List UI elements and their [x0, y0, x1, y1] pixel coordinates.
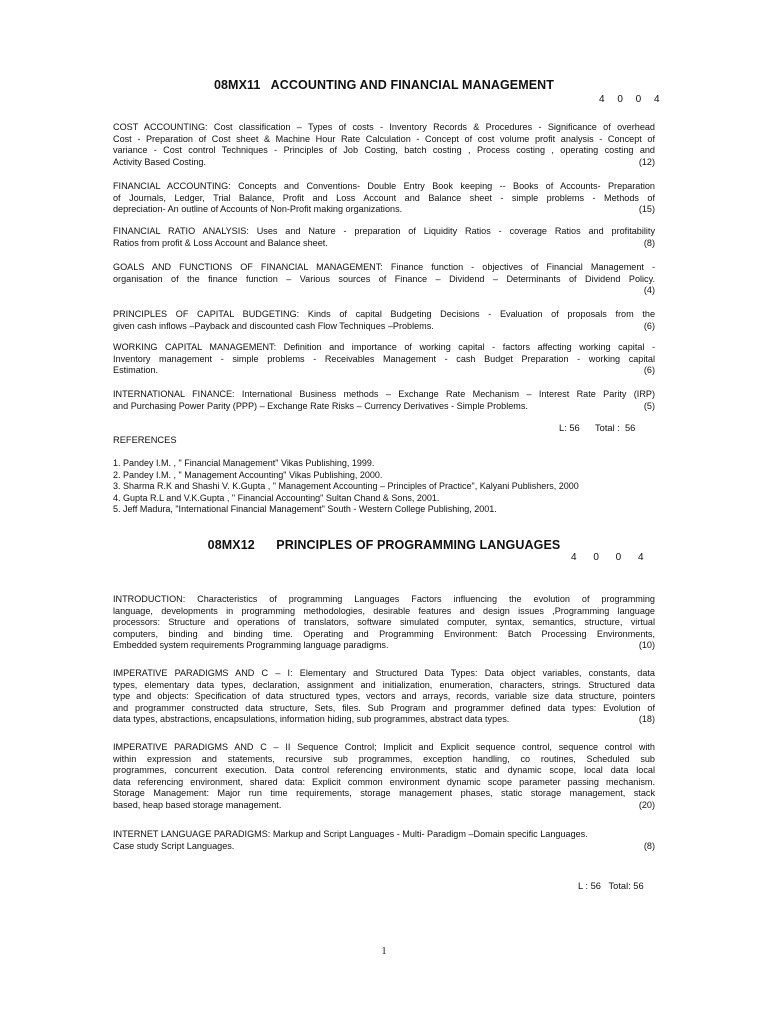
unit-line: data referencing environment, shared data: Explicit common environment dynamic scope parameter passing mechanism. [113, 776, 655, 787]
unit-line: data types, abstractions, encapsulations, information hiding, sub programmes, abstract data types. [113, 714, 510, 725]
unit-line: given cash inflows –Payback and discounted cash Flow Techniques –Problems. [113, 320, 434, 331]
unit-line: INTRODUCTION: Characteristics of programming Languages Factors influencing the evolution of programming [113, 594, 655, 604]
course1-credits: 4 0 0 4 [599, 94, 660, 105]
unit-line: INTERNATIONAL FINANCE: International Business methods – Exchange Rate Mechanism – Interest Rate Parity (IRP) [113, 389, 655, 399]
unit-line: of Journals, Ledger, Trial Balance, Profit and Loss Account and Balance sheet - simple problems - Methods of [113, 192, 655, 203]
course1-unit-goals-functions [113, 262, 655, 297]
unit-line: within expression and statements, recursive sub programmes, exception handling, co routines, Scheduled sub [113, 753, 655, 764]
course2-unit-introduction [113, 594, 655, 652]
unit-hours: (10) [638, 640, 655, 651]
unit-line: WORKING CAPITAL MANAGEMENT: Definition and importance of working capital - factors affecting working capital - [113, 342, 655, 352]
course1-unit-financial-accounting [113, 181, 655, 216]
course1-unit-cost-accounting [113, 122, 655, 168]
course1-title: 08MX11 ACCOUNTING AND FINANCIAL MANAGEMENT [213, 78, 555, 92]
unit-hours: (20) [638, 799, 655, 810]
course2-unit-internet-paradigms [113, 829, 655, 852]
course2-title: 08MX12 PRINCIPLES OF PROGRAMMING LANGUAGES [207, 538, 561, 552]
references-list [113, 458, 579, 516]
unit-line: and Purchasing Power Parity (PPP) – Exchange Rate Risks – Currency Derivatives - Simple Problems. [113, 400, 528, 411]
unit-line: IMPERATIVE PARADIGMS AND C – I: Elementary and Structured Data Types: Data object variables, constants, data [113, 668, 655, 678]
course2-unit-imperative-c2 [113, 742, 655, 812]
unit-line: variance - Cost control Techniques - Principles of Job Costing, batch costing , Process costing , operating costing and [113, 145, 655, 156]
unit-line: GOALS AND FUNCTIONS OF FINANCIAL MANAGEMENT: Finance function - objectives of Financial Management - [113, 262, 655, 272]
page-number: 1 [381, 946, 387, 957]
unit-line: language, developments in programming methodologies, desirable features and design issues ,Programming language [113, 605, 655, 616]
reference-item: 3. Sharma R.K and Shashi V. K.Gupta , " Management Accounting – Principles of Practice", Kalyani Publishers, 2000 [113, 481, 579, 492]
unit-line: depreciation- An outline of Accounts of Non-Profit making organizations. [113, 204, 403, 215]
course1-unit-international-finance [113, 389, 655, 412]
unit-line: type and objects: Specification of data structured types, vectors and arrays, records, variable size data structure, pointers [113, 691, 655, 702]
unit-line: processors: Structure and operations of translators, software simulated computer, syntax, semantics, structure, virtual [113, 617, 655, 628]
unit-line: Ratios from profit & Loss Account and Balance sheet. [113, 237, 328, 248]
unit-hours: (8) [643, 840, 655, 851]
unit-line: based, heap based storage management. [113, 799, 282, 810]
course1-unit-ratio-analysis [113, 226, 655, 249]
unit-line: Embedded system requirements Programming language paradigms. [113, 640, 389, 651]
unit-line: Cost - Preparation of Cost sheet & Machine Hour Rate Calculation - Concept of cost volume profit analysis - Concept of [113, 133, 655, 144]
unit-hours: (8) [643, 237, 655, 248]
reference-item: 1. Pandey I.M. , " Financial Management" Vikas Publishing, 1999. [113, 458, 375, 468]
unit-line: computers, binding and binding time. Operating and Programming Environment: Batch Processing Environments, [113, 628, 655, 639]
course2-unit-imperative-c1 [113, 668, 655, 726]
unit-line: PRINCIPLES OF CAPITAL BUDGETING: Kinds of capital Budgeting Decisions - Evaluation of proposals from the [113, 309, 655, 319]
reference-item: 2. Pandey I.M. , " Management Accounting" Vikas Publishing, 2000. [113, 469, 383, 480]
course2-credits: 4 0 0 4 [571, 552, 644, 563]
unit-line: IMPERATIVE PARADIGMS AND C – II Sequence Control; Implicit and Explicit sequence control, sequence control with [113, 742, 655, 752]
unit-line: Activity Based Costing. [113, 156, 206, 167]
unit-line: Storage Management: Major run time requirements, storage management phases, static storage management, stack [113, 788, 655, 799]
unit-hours: (6) [643, 365, 655, 376]
unit-line: programmes, concurrent execution. Data control referencing environments, static and dynamic scope, local data local [113, 765, 655, 776]
reference-item: 4. Gupta R.L and V.K.Gupta , " Financial Accounting" Sultan Chand & Sons, 2001. [113, 492, 440, 503]
unit-hours: (4) [643, 285, 655, 296]
unit-hours: (15) [638, 204, 655, 215]
unit-hours: (5) [643, 400, 655, 411]
unit-line: organisation of the finance function – Various sources of Finance – Dividend – Determinants of Dividend Policy. [113, 273, 655, 284]
unit-line: Case study Script Languages. [113, 840, 235, 851]
unit-line: COST ACCOUNTING: Cost classification – Types of costs - Inventory Records & Procedures - Significance of overhead [113, 122, 655, 132]
course1-total-hours: L: 56 Total : 56 [559, 423, 636, 433]
references-heading: REFERENCES [113, 435, 177, 445]
unit-line: Inventory management - simple problems - Receivables Management - cash Budget Preparation - working capital [113, 353, 655, 364]
unit-line: FINANCIAL ACCOUNTING: Concepts and Conventions- Double Entry Book keeping -- Books of Accounts- Preparation [113, 181, 655, 191]
reference-item: 5. Jeff Madura, "International Financial Management" South - Western College Publishing, 2001. [113, 504, 497, 515]
course2-total-hours: L : 56 Total: 56 [578, 881, 644, 891]
unit-line: Estimation. [113, 365, 158, 376]
unit-line: and programmer constructed data structure, Sets, files. Sub Program and programmer defined data types: Evolution of [113, 702, 655, 713]
unit-hours: (18) [638, 714, 655, 725]
unit-line: FINANCIAL RATIO ANALYSIS: Uses and Nature - preparation of Liquidity Ratios - coverage Ratios and profitability [113, 226, 655, 236]
unit-hours: (6) [643, 320, 655, 331]
unit-hours: (12) [638, 156, 655, 167]
course1-unit-working-capital [113, 342, 655, 377]
unit-line: INTERNET LANGUAGE PARADIGMS: Markup and Script Languages - Multi- Paradigm –Domain specific Languages. [113, 829, 588, 839]
course1-unit-capital-budgeting [113, 309, 655, 332]
unit-line: types, elementary data types, declaration, assignment and initialization, enumeration, characters, strings. Structured data [113, 679, 655, 690]
